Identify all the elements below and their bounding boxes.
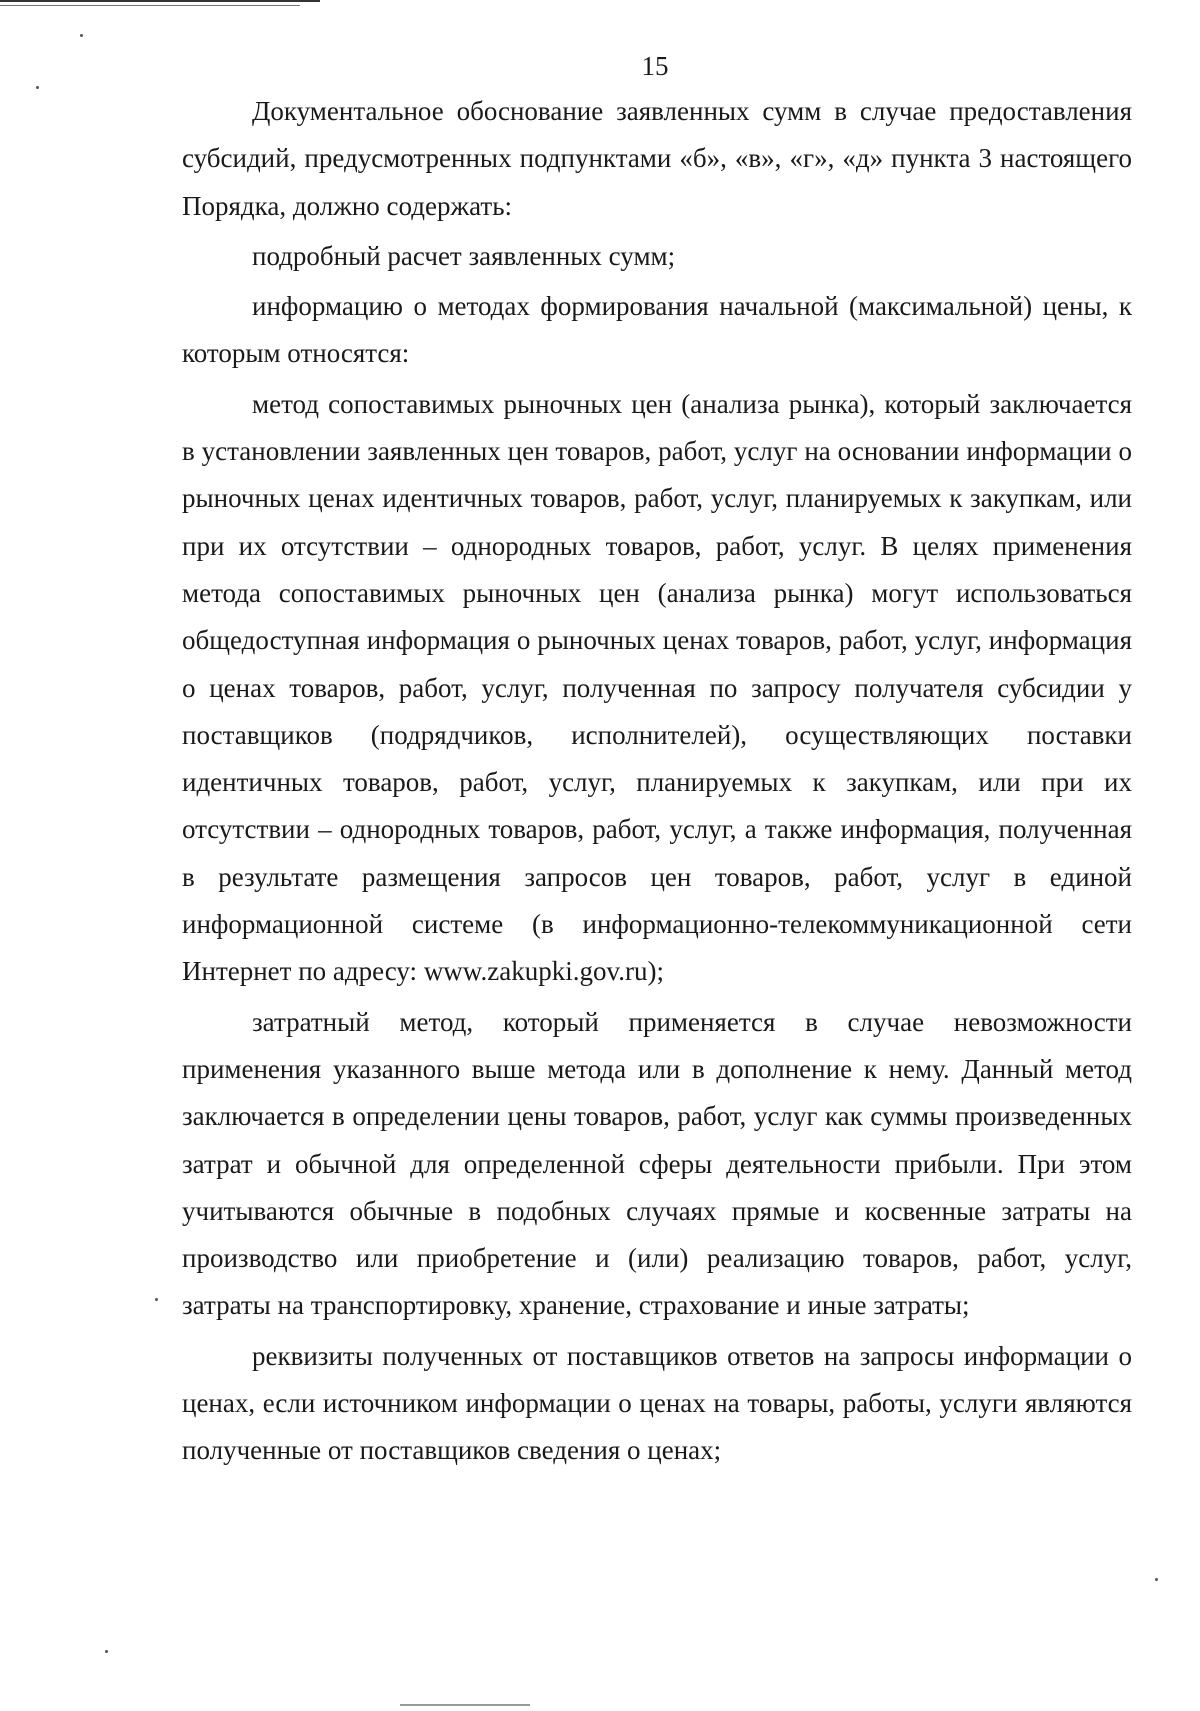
scan-speck [1155, 1578, 1158, 1581]
paragraph-pricing-methods: информацию о методах формирования начальной (максимальной) цены, к которым относятся: [182, 291, 1132, 369]
paragraph-supplier-responses: реквизиты полученных от поставщиков ответов на запросы информации о ценах, если источником информации о ценах на товары, работы, услуги являются полученные от поставщиков сведения о ценах; [182, 1340, 1132, 1466]
scan-border-line [0, 5, 300, 6]
paragraph-market-price-method: метод сопоставимых рыночных цен (анализа рынка), который заключается в установлении заявленных цен товаров, работ, услуг на основании информации о рыночных ценах идентичных товаров, работ, услуг, планируемых к закупкам, или при их отсутствии – однородных товаров, работ, услуг. В целях применения метода сопоставимых рыночных цен (анализа рынка) могут использоваться общедоступная информация о рыночных ценах товаров, работ, услуг, информация о ценах товаров, работ, услуг, полученная по запросу получателя субсидии у поставщиков (подрядчиков, исполнителей), осуществляющих поставки идентичных товаров, работ, услуг, планируемых к закупкам, или при их отсутствии – однородных товаров, работ, услуг, а также информация, полученная в результате размещения запросов цен товаров, работ, услуг в единой информационной системе (в информационно-телекоммуникационной сети Интернет по адресу: www.zakupki.gov.ru); [182, 388, 1132, 987]
scan-bottom-line [400, 1704, 530, 1706]
page-number: 15 [641, 51, 669, 81]
scan-speck [105, 1650, 108, 1653]
scan-border-line [0, 0, 320, 2]
document-body [182, 88, 1132, 1475]
paragraph-cost-method: затратный метод, который применяется в случае невозможности применения указанного выше метода или в дополнение к нему. Данный метод заключается в определении цены товаров, работ, услуг как суммы произведенных затрат и обычной для определенной сферы деятельности прибыли. При этом учитываются обычные в подобных случаях прямые и косвенные затраты на производство или приобретение и (или) реализацию товаров, работ, услуг, затраты на транспортировку, хранение, страхование и иные затраты; [182, 1006, 1132, 1321]
scan-speck [36, 86, 39, 89]
scan-speck [80, 34, 83, 37]
paragraph-detailed-calculation: подробный расчет заявленных сумм; [252, 240, 676, 271]
scan-speck [155, 1298, 158, 1301]
paragraph-justification-intro: Документальное обоснование заявленных сумм в случае предоставления субсидий, предусмотренных подпунктами «б», «в», «г», «д» пункта 3 настоящего Порядка, должно содержать: [182, 96, 1132, 221]
